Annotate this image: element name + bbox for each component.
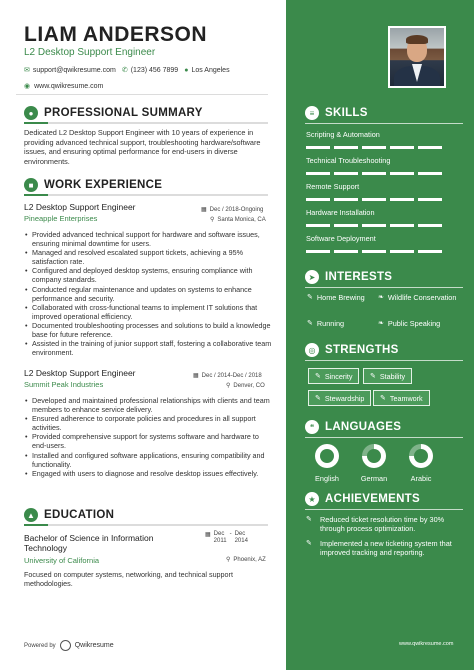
wrench-icon: ✎	[306, 540, 312, 547]
skill-level	[306, 146, 446, 149]
language-name: German	[360, 474, 388, 483]
education-start-month: Dec	[213, 531, 225, 537]
pencil-icon: ✎	[307, 320, 313, 327]
header-divider	[16, 94, 268, 95]
education-title: EDUCATION	[44, 509, 115, 521]
strength-tag	[363, 368, 412, 384]
website-item[interactable]	[24, 82, 103, 90]
experience-title: WORK EXPERIENCE	[44, 179, 163, 191]
interests-title: INTERESTS	[325, 271, 393, 283]
candidate-name: LIAM ANDERSON	[24, 23, 208, 46]
job-2-title: L2 Desktop Support Engineer	[24, 368, 136, 378]
pencil-icon: ✎	[307, 294, 313, 301]
skill-level	[306, 224, 446, 227]
globe-icon: ◉	[24, 83, 31, 90]
language-item	[309, 444, 345, 483]
graduation-cap-icon: ▲	[24, 508, 38, 522]
map-pin-icon: ⚲	[226, 557, 231, 563]
education-dates: ▦ Dec 2011 - Dec 2014	[205, 531, 248, 544]
wrench-icon: ✎	[315, 395, 321, 402]
education-description: Focused on computer systems, networking, and technical support methodologies.	[24, 570, 233, 589]
list-item: • Collaborated with cross-functional teams to implement IT solutions that improved operational efficiency.	[24, 303, 272, 321]
calendar-icon: ▦	[193, 373, 199, 379]
strengths-title: STRENGTHS	[325, 344, 399, 356]
summary-text: Dedicated L2 Desktop Support Engineer with 10 years of experience in providing advanced technical support, troubleshooting hardware/software issues, and ensuring optimal performance for end-users in diverse environments.	[24, 128, 261, 167]
location-text: Los Angeles	[191, 66, 230, 74]
skill-name: Scripting & Automation	[306, 130, 380, 139]
job-1-dates	[201, 206, 263, 213]
location-item	[184, 67, 229, 74]
languages-rule	[305, 437, 463, 438]
qwikresume-logo-icon	[60, 640, 71, 651]
education-start-year: 2011	[213, 538, 227, 544]
map-pin-icon: ●	[184, 66, 189, 74]
rocket-icon: ➤	[305, 270, 319, 284]
skills-rule	[305, 123, 463, 124]
skill-level	[306, 172, 446, 175]
job-2-location-text: Denver, CO	[233, 382, 265, 389]
email-item[interactable]	[24, 66, 116, 74]
strength-tag	[373, 390, 430, 406]
email-icon: ✉	[24, 67, 30, 74]
list-item: • Provided advanced technical support for hardware and software issues, ensuring minimal downtime for users.	[24, 230, 272, 248]
achievements-title: ACHIEVEMENTS	[325, 493, 420, 505]
list-item: • Ensured adherence to corporate policies and procedures in all support activities.	[24, 414, 272, 432]
job-1-location	[210, 216, 266, 223]
education-location	[226, 556, 266, 563]
list-item: • Provided comprehensive support for systems software and hardware to end-users.	[24, 432, 272, 450]
powered-by-text: Powered by	[24, 642, 56, 649]
achievement-item	[306, 539, 466, 558]
sidebar-column	[286, 0, 474, 670]
phone-icon: ✆	[121, 67, 128, 74]
language-level-ring	[315, 444, 339, 468]
summary-rule	[24, 122, 268, 124]
skill-name: Software Deployment	[306, 234, 376, 243]
education-end-year: 2014	[234, 538, 248, 544]
skill-item	[306, 208, 446, 227]
phone-text: (123) 456 7899	[130, 66, 179, 74]
education-start	[214, 531, 227, 545]
skill-item	[306, 156, 446, 175]
strength-label: Stability	[379, 371, 406, 381]
job-2-company: Summit Peak Industries	[24, 380, 104, 389]
candidate-title: L2 Desktop Support Engineer	[24, 47, 156, 58]
job-2-location	[226, 382, 265, 389]
job-2-dates-text: Dec / 2014-Dec / 2018	[201, 372, 262, 379]
map-pin-icon: ⚲	[226, 383, 231, 389]
skill-item	[306, 130, 446, 149]
website-text: www.qwikresume.com	[34, 82, 104, 90]
interest-label: Public Speaking	[387, 319, 441, 328]
target-icon: ◎	[305, 343, 319, 357]
person-icon: ●	[24, 106, 38, 120]
interest-item	[307, 293, 365, 302]
languages-heading	[305, 420, 401, 434]
job-2-dates	[193, 372, 262, 379]
list-item: • Installed and configured software applications, ensuring compatibility and functionality.	[24, 451, 272, 469]
language-name: Arabic	[410, 474, 432, 483]
language-name: English	[315, 474, 339, 483]
email-text: support@qwikresume.com	[32, 66, 116, 74]
brand-text: Qwikresume	[74, 642, 114, 649]
footer-site[interactable]: www.qwikresume.com	[399, 641, 454, 647]
wrench-icon: ✎	[306, 516, 312, 523]
achievement-text: Implemented a new ticketing system that improved tracking and reporting.	[320, 539, 452, 558]
strength-tag	[308, 368, 359, 384]
degree-title: Bachelor of Science in Information Technology	[24, 533, 154, 553]
language-level-ring	[362, 444, 386, 468]
strength-label: Stewardship	[324, 393, 365, 403]
interest-label: Wildlife Conservation	[387, 293, 457, 302]
profile-photo	[388, 26, 446, 88]
skill-level	[306, 250, 446, 253]
education-location-text: Phoenix, AZ	[233, 556, 266, 563]
interests-heading	[305, 270, 392, 284]
strength-label: Teamwork	[389, 393, 423, 403]
language-level-ring	[409, 444, 433, 468]
experience-heading	[24, 178, 162, 192]
job-1-company: Pineapple Enterprises	[24, 214, 98, 223]
job-2-bullets	[24, 396, 272, 478]
calendar-icon: ▦	[201, 207, 207, 213]
job-1-location-text: Santa Monica, CA	[217, 216, 266, 223]
strengths-heading	[305, 343, 399, 357]
wrench-icon: ✎	[315, 373, 321, 380]
languages-title: LANGUAGES	[325, 421, 402, 433]
list-item: • Engaged with users to diagnose and resolve desktop issues effectively.	[24, 469, 272, 478]
list-item: • Managed and resolved escalated support tickets, achieving a 95% satisfaction rate.	[24, 248, 272, 266]
school-name: University of California	[24, 556, 100, 565]
interest-label: Home Brewing	[316, 293, 365, 302]
experience-rule	[24, 194, 268, 196]
strengths-rule	[305, 360, 463, 361]
list-item: • Assisted in the training of junior support staff, fostering a collaborative team environment.	[24, 339, 272, 357]
skills-title: SKILLS	[325, 107, 368, 119]
skill-name: Remote Support	[306, 182, 360, 191]
skill-item	[306, 182, 446, 201]
interests-rule	[305, 287, 463, 288]
briefcase-icon: ■	[24, 178, 38, 192]
phone-item[interactable]	[122, 66, 178, 74]
job-1-title: L2 Desktop Support Engineer	[24, 202, 136, 212]
interest-label: Running	[316, 319, 345, 328]
strength-tag	[308, 390, 371, 406]
skills-heading	[305, 106, 368, 120]
education-end-month: Dec	[234, 531, 246, 537]
achievement-text: Reduced ticket resolution time by 30% through process optimization.	[320, 515, 445, 534]
skill-name: Hardware Installation	[306, 208, 375, 217]
education-heading	[24, 508, 114, 522]
education-end	[235, 531, 248, 545]
leaf-icon: ❧	[378, 294, 384, 301]
interest-item	[307, 319, 344, 328]
footer-powered-by[interactable]	[24, 640, 114, 651]
language-item	[356, 444, 392, 483]
list-item: • Developed and maintained professional relationships with clients and team members to enhance service delivery.	[24, 396, 272, 414]
trophy-icon: ★	[305, 492, 319, 506]
wrench-icon: ✎	[380, 395, 386, 402]
summary-title: PROFESSIONAL SUMMARY	[44, 107, 203, 119]
achievements-rule	[305, 509, 463, 510]
job-1-dates-text: Dec / 2018-Ongoing	[209, 206, 264, 213]
summary-heading	[24, 106, 203, 120]
strength-label: Sincerity	[324, 371, 353, 381]
job-1-bullets	[24, 230, 272, 357]
wrench-icon: ✎	[370, 373, 376, 380]
list-item: • Conducted regular maintenance and updates on systems to enhance performance and security.	[24, 285, 272, 303]
calendar-icon: ▦	[205, 532, 211, 538]
list-item: • Documented troubleshooting processes and solutions to build a knowledge base for future reference.	[24, 321, 272, 339]
achievements-heading	[305, 492, 420, 506]
skill-item	[306, 234, 446, 253]
interest-item	[378, 319, 440, 328]
map-pin-icon: ⚲	[210, 217, 215, 223]
contact-row	[24, 66, 230, 74]
speech-bubble-icon: ❝	[305, 420, 319, 434]
skill-name: Technical Troubleshooting	[306, 156, 391, 165]
list-item: • Configured and deployed desktop systems, ensuring compliance with company standards.	[24, 266, 272, 284]
skill-level	[306, 198, 446, 201]
interest-item	[378, 293, 458, 302]
achievement-item	[306, 515, 466, 534]
bars-icon: ≡	[305, 106, 319, 120]
leaf-icon: ❧	[378, 320, 384, 327]
language-item	[403, 444, 439, 483]
education-rule	[24, 524, 268, 526]
